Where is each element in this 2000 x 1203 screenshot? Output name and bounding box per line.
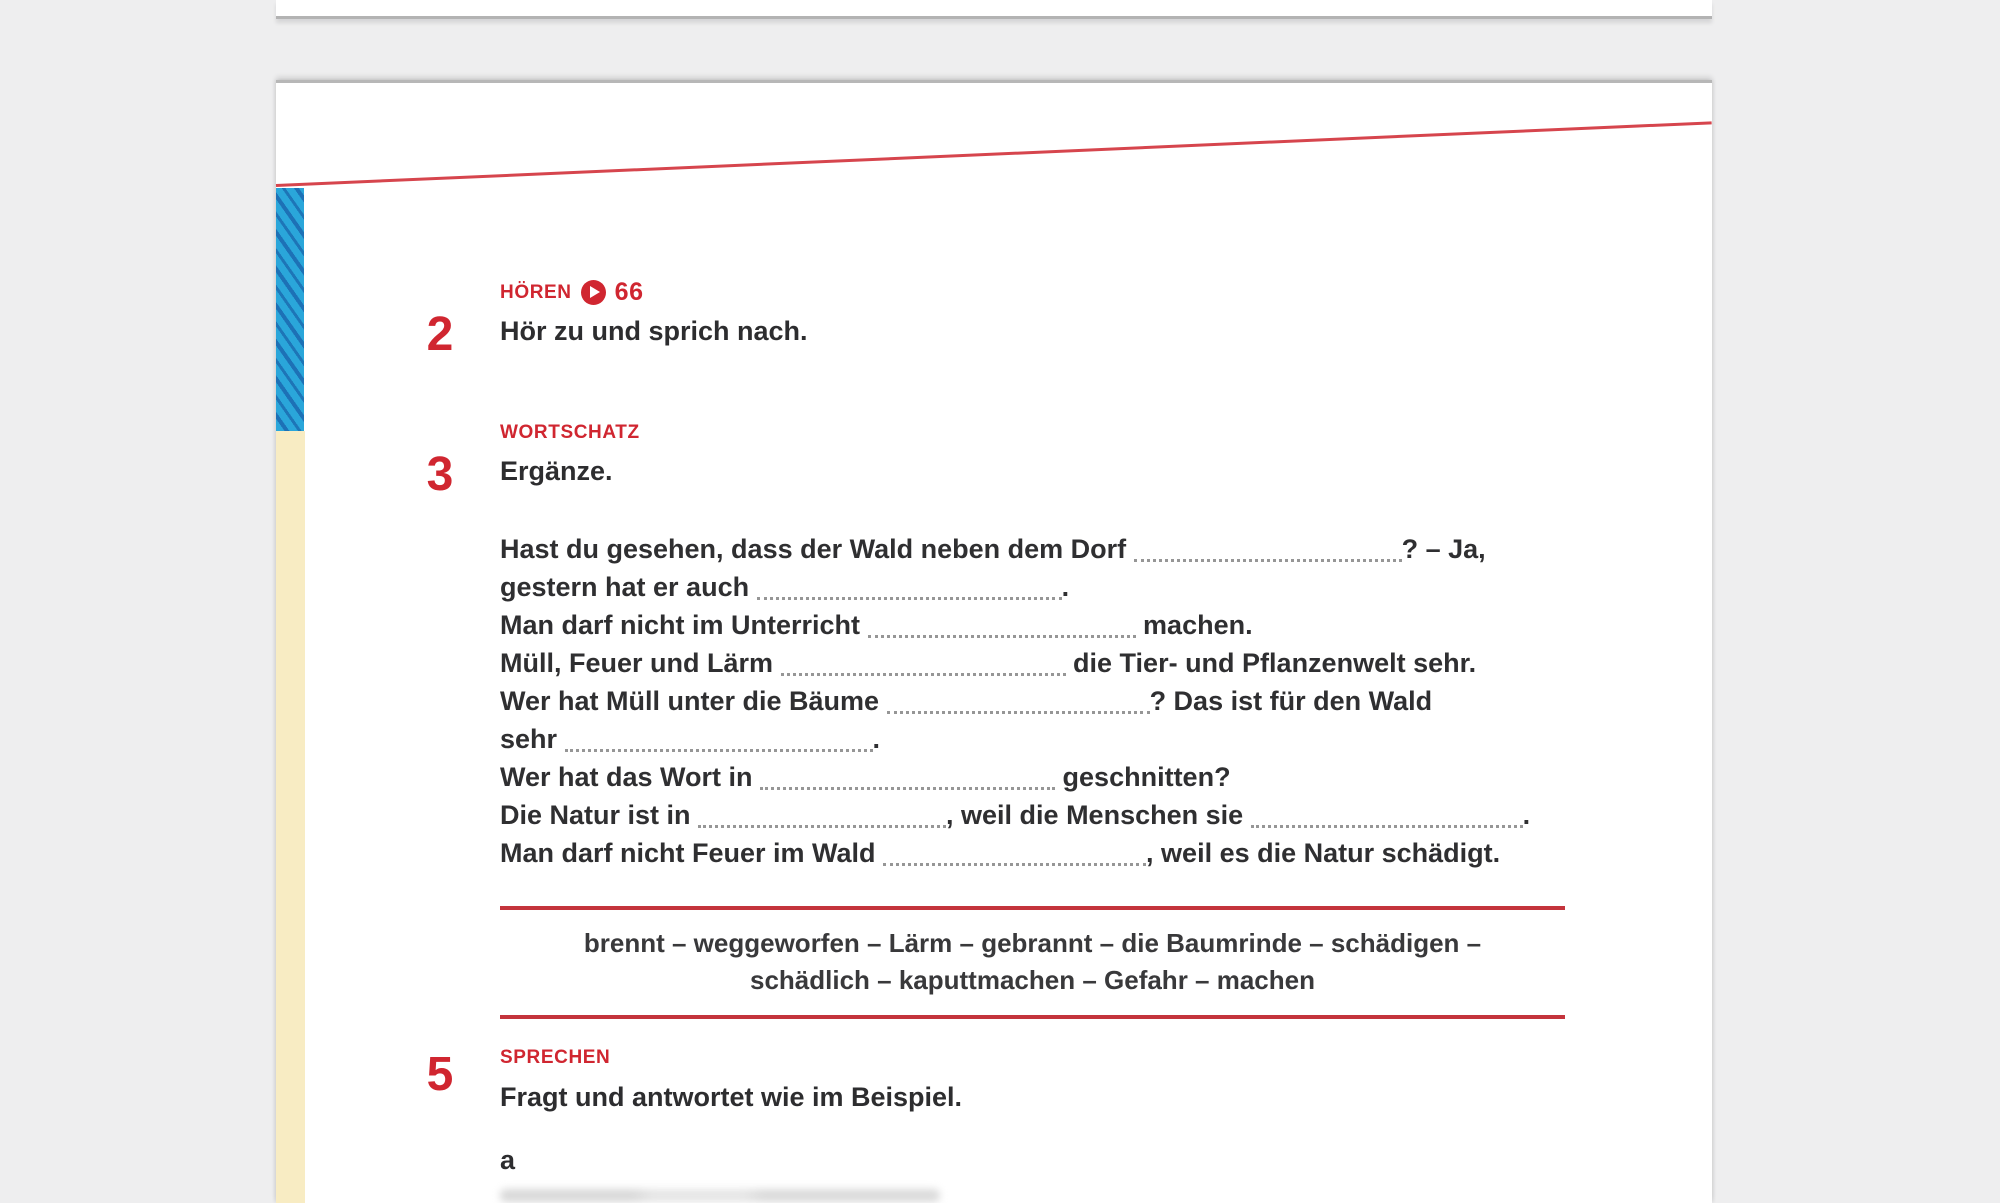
exercise-5-tag: SPRECHEN	[500, 1047, 611, 1068]
sentence-text: .	[1522, 800, 1531, 830]
fill-in-sentence	[500, 568, 1580, 606]
word-bank-box	[500, 906, 1565, 1019]
fill-in-sentence	[500, 682, 1580, 720]
sentence-text: .	[872, 724, 881, 754]
sentence-text: Man darf nicht im Unterricht	[500, 610, 868, 640]
exercise-2-tag: HÖREN	[500, 282, 572, 303]
workbook-page	[276, 80, 1712, 1203]
answer-blank	[565, 725, 873, 752]
answer-blank	[781, 649, 1066, 676]
exercise-3-number: 3	[426, 448, 454, 501]
sentence-text: Wer hat Müll unter die Bäume	[500, 686, 887, 716]
exercise-5-instruction: Fragt und antwortet wie im Beispiel.	[500, 1082, 963, 1112]
sentence-text: geschnitten?	[1055, 762, 1231, 792]
exercise-5-number: 5	[426, 1048, 454, 1101]
fill-in-lines	[500, 530, 1580, 872]
audio-track-number: 66	[614, 278, 644, 306]
sentence-text: Die Natur ist in	[500, 800, 699, 830]
sentence-text: ? Das ist für den Wald	[1149, 686, 1433, 716]
fill-in-sentence	[500, 758, 1580, 796]
decorative-red-diagonal-line	[276, 121, 1712, 187]
fill-in-sentence	[500, 720, 1580, 758]
sentence-text: , weil es die Natur schädigt.	[1146, 838, 1501, 868]
exercise-5-item-a-label: a	[500, 1145, 516, 1175]
answer-blank	[1251, 801, 1523, 828]
word-bank-line-2: schädlich – kaputtmachen – Gefahr – machen	[750, 965, 1315, 995]
exercise-2-instruction: Hör zu und sprich nach.	[500, 316, 808, 346]
fill-in-sentence	[500, 644, 1580, 682]
cut-off-blurred-text	[500, 1189, 940, 1202]
sentence-text: ? – Ja,	[1401, 534, 1486, 564]
sentence-text: Müll, Feuer und Lärm	[500, 648, 781, 678]
sentence-text: Hast du gesehen, dass der Wald neben dem Dorf	[500, 534, 1134, 564]
sentence-text: Man darf nicht Feuer im Wald	[500, 838, 884, 868]
sentence-text: machen.	[1135, 610, 1253, 640]
sentence-text: gestern hat er auch	[500, 572, 757, 602]
exercise-3-tag: WORTSCHATZ	[500, 422, 640, 443]
answer-blank	[883, 839, 1146, 866]
sentence-text: Wer hat das Wort in	[500, 762, 761, 792]
fill-in-sentence	[500, 796, 1580, 834]
play-circle-icon	[581, 280, 606, 305]
page-edge-cream-tab	[276, 431, 305, 1203]
exercise-2-number: 2	[426, 308, 454, 361]
previous-page-bottom-edge	[276, 0, 1712, 19]
answer-blank	[887, 687, 1150, 714]
page-edge-cyan-tab	[276, 188, 304, 431]
sentence-text: sehr	[500, 724, 565, 754]
answer-blank	[1134, 535, 1402, 562]
answer-blank	[760, 763, 1055, 790]
fill-in-sentence	[500, 530, 1580, 568]
answer-blank	[698, 801, 946, 828]
sentence-text: die Tier- und Pflanzenwelt sehr.	[1065, 648, 1477, 678]
answer-blank	[868, 611, 1136, 638]
sentence-text: , weil die Menschen sie	[946, 800, 1251, 830]
exercise-3-instruction: Ergänze.	[500, 456, 613, 486]
sentence-text: .	[1061, 572, 1070, 602]
fill-in-sentence	[500, 606, 1580, 644]
fill-in-sentence	[500, 834, 1580, 872]
answer-blank	[757, 573, 1062, 600]
word-bank-line-1: brennt – weggeworfen – Lärm – gebrannt – die Baumrinde – schädigen –	[583, 928, 1482, 958]
exercise-2-header	[500, 280, 644, 305]
